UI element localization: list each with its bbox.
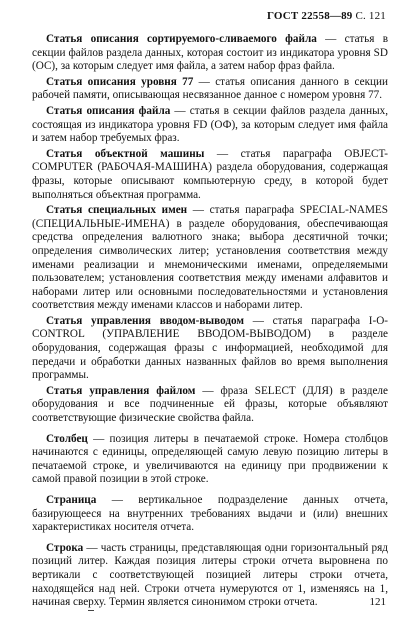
entry-definition: — вертикальное подразделение данных отчета, базирующееся на внутренних требованиях выдачи и (или) внешних характеристиках носителя отчета.	[32, 494, 388, 534]
entry-definition: — статья параграфа OBJECT-COMPUTER (РАБОЧАЯ-МАШИНА) раздела оборудования, содержащая фразы, которые описывают компьютерную среду, в которой будет выполняться объектная программа.	[32, 147, 388, 201]
entry-term: Статья управления файлом	[46, 384, 196, 397]
entry-definition: — статья параграфа I-O-CONTROL (УПРАВЛЕНИЕ ВВОДОМ-ВЫВОДОМ) в разделе оборудования, содержащая фразы с информацией, необходимой для передачи и обработки данных названных файлов во время выполнения программы.	[32, 314, 388, 382]
glossary-entry	[32, 385, 388, 426]
entry-term: Статья описания уровня 77	[46, 75, 194, 88]
entry-term: Столбец	[46, 432, 88, 445]
glossary-entry	[32, 315, 388, 383]
glossary-entry	[32, 76, 388, 103]
glossary-entry	[32, 105, 388, 146]
glossary-entry	[32, 33, 388, 74]
page-header	[267, 10, 386, 22]
entry-term: Статья управления вводом-выводом	[46, 314, 245, 327]
entry-term: Статья специальных имен	[46, 204, 188, 217]
entry-definition: — позиция литеры в печатаемой строке. Номера столбцов начинаются с единицы, определяющей самую левую позицию литеры в печатаемой строке, и увеличиваются на единицу при продвижении к самой правой позиции в этой строке.	[32, 432, 388, 486]
entry-definition: — статья параграфа SPECIAL-NAMES (СПЕЦИАЛЬНЫЕ-ИМЕНА) в разделе оборудования, обеспечивающая средства определения валютного знака; выбора десятичной точки; определения символических литер; установления соответствия между именами реализации и мнемоническими именами, определяемыми пользователем; установления соответствия между именами алфавитов и наборами литер или основными последовательностями и установления соответствия между именами классов и наборами литер.	[32, 204, 388, 312]
entry-definition: — часть страницы, представляющая одни горизонтальный ряд позиций литер. Каждая позиция литеры строки отчета выровнена по вертикали с соответствующей позицией литеры строки отчета, находящейся над ней. Строки отчета нумеруются от 1, изменяясь на 1, начиная сверху. Термин является синонимом строки отчета.	[32, 541, 388, 609]
entry-definition: — фраза SELECT (ДЛЯ) в разделе оборудования и все подчиненные ей фразы, которые объявляют соответствующие физические свойства файла.	[32, 384, 388, 425]
glossary-entry	[32, 204, 388, 313]
entry-term: Страница	[46, 494, 97, 506]
entry-term: Статья описания сортируемого-сливаемого файла	[46, 33, 317, 45]
print-mark	[88, 610, 94, 611]
standard-id: ГОСТ 22558—89	[266, 10, 353, 22]
glossary-entry	[32, 542, 388, 610]
glossary-entry	[32, 494, 388, 535]
entry-definition: — статья описания данного в секции рабочей памяти, описывающая несвязанное данное с номером уровня 77.	[32, 75, 388, 102]
page-number: 121	[369, 596, 386, 608]
entry-term: Строка	[46, 541, 84, 554]
entry-definition: — статья в секции файлов раздела данных, состоящая из индикатора уровня FD (ОФ), за которым следует имя файла и затем набор требуемых фраз.	[32, 104, 389, 145]
page-label: С. 121	[355, 10, 386, 22]
glossary-entry	[32, 433, 388, 487]
glossary-entry	[32, 148, 388, 202]
entry-term: Статья объектной машины	[46, 147, 205, 160]
entry-term: Статья описания файла	[46, 104, 171, 117]
glossary-body	[32, 33, 388, 612]
entry-definition: — статья в секции файлов раздела данных, которая состоит из индикатора уровня SD (ОС), за которым следует имя файла, а затем набор фраз файла.	[32, 33, 388, 73]
